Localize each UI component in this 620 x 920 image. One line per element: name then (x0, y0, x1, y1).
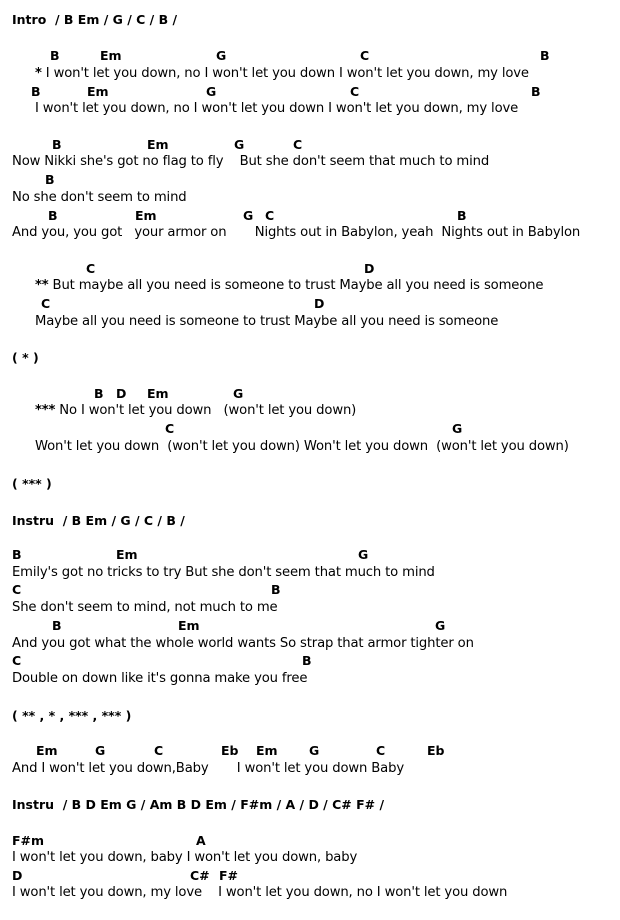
chord-label: G (233, 386, 244, 401)
chord-row (0, 208, 620, 224)
lyric-line: And I won't let you down,Baby I won't let you down Baby (12, 761, 404, 776)
lyric-text: No I won't let you down (won't let you down) (55, 403, 357, 418)
chord-label: G (435, 618, 446, 633)
chord-label: Em (147, 386, 169, 401)
lyric-line (35, 403, 356, 419)
lyric-line: Won't let you down (won't let you down) Won't let you down (won't let you down) (35, 439, 569, 454)
chord-row (0, 84, 620, 100)
chord-label: G (206, 84, 217, 99)
chord-label: C (376, 743, 386, 758)
lyric-line: I won't let you down, no I won't let you down I won't let you down, my love (35, 101, 519, 116)
chord-row (0, 833, 620, 849)
lyric-line: Double on down like it's gonna make you free (12, 671, 308, 686)
chord-label: Em (87, 84, 109, 99)
chord-label: C (86, 261, 96, 276)
chord-row (0, 743, 620, 759)
section-marker: ** (35, 278, 49, 293)
chord-label: C (265, 208, 275, 223)
chord-row (0, 296, 620, 312)
lyric-line: No she don't seem to mind (12, 190, 187, 205)
chord-label: B (45, 172, 55, 187)
lyric-line: And you got what the whole world wants So strap that armor tighter on (12, 636, 474, 651)
chord-label: G (243, 208, 254, 223)
chord-label: Em (256, 743, 278, 758)
chord-label: Eb (221, 743, 239, 758)
chord-label: C (293, 137, 303, 152)
chord-label: F# (219, 868, 239, 883)
chord-row (0, 421, 620, 437)
chord-label: C (12, 653, 22, 668)
chord-label: C (12, 582, 22, 597)
chord-label: G (452, 421, 463, 436)
chord-label: D (364, 261, 375, 276)
chord-label: B (52, 137, 62, 152)
section-marker: * (35, 66, 42, 81)
repeat-marker: ( * ) (12, 350, 39, 365)
lyric-line: I won't let you down, my love I won't let you down, no I won't let you down (12, 885, 508, 900)
chord-row (0, 386, 620, 402)
chord-label: B (94, 386, 104, 401)
lyric-text: But maybe all you need is someone to trust Maybe all you need is someone (48, 278, 544, 293)
repeat-marker: ( ** , * , *** , *** ) (12, 708, 132, 723)
chord-label: B (457, 208, 467, 223)
chord-label: B (540, 48, 550, 63)
chord-label: C (350, 84, 360, 99)
chord-label: G (95, 743, 106, 758)
chord-label: Em (100, 48, 122, 63)
chord-label: A (196, 833, 206, 848)
chord-label: G (216, 48, 227, 63)
lyric-text: I won't let you down, no I won't let you down I won't let you down, my love (41, 66, 529, 81)
chord-label: B (531, 84, 541, 99)
chord-label: B (302, 653, 312, 668)
chord-label: B (50, 48, 60, 63)
chord-row (0, 261, 620, 277)
chord-label: Em (147, 137, 169, 152)
section-marker: *** (35, 403, 56, 418)
chord-label: G (309, 743, 320, 758)
chord-label: C (154, 743, 164, 758)
chord-label: D (314, 296, 325, 311)
instrumental-heading: Instru / B Em / G / C / B / (12, 513, 185, 528)
chord-label: Em (36, 743, 58, 758)
chord-label: G (234, 137, 245, 152)
chord-label: C (165, 421, 175, 436)
chord-label: B (271, 582, 281, 597)
repeat-marker: ( *** ) (12, 476, 52, 491)
chord-row (0, 48, 620, 64)
chord-row (0, 547, 620, 563)
chord-label: B (31, 84, 41, 99)
lyric-line: Maybe all you need is someone to trust Maybe all you need is someone (35, 314, 499, 329)
chord-label: D (116, 386, 127, 401)
chord-label: D (12, 868, 23, 883)
chord-label: Em (135, 208, 157, 223)
chord-row (0, 653, 620, 669)
chord-row (0, 868, 620, 884)
lyric-line (35, 278, 543, 294)
chord-row (0, 172, 620, 188)
lyric-line: I won't let you down, baby I won't let you down, baby (12, 850, 358, 865)
chord-row (0, 618, 620, 634)
lyric-line: She don't seem to mind, not much to me (12, 600, 278, 615)
chord-row (0, 582, 620, 598)
chord-label: B (48, 208, 58, 223)
chord-label: C (360, 48, 370, 63)
chord-label: C (41, 296, 51, 311)
chord-row (0, 137, 620, 153)
chord-label: Em (178, 618, 200, 633)
chord-label: B (12, 547, 22, 562)
instrumental-heading: Instru / B D Em G / Am B D Em / F#m / A / D / C# F# / (12, 797, 385, 812)
lyric-line: And you, you got your armor on Nights out in Babylon, yeah Nights out in Babylon (12, 225, 581, 240)
chord-label: Em (116, 547, 138, 562)
chord-label: C# (190, 868, 210, 883)
lyric-line (35, 66, 529, 82)
intro-heading: Intro / B Em / G / C / B / (12, 12, 178, 27)
lyric-line: Now Nikki she's got no flag to fly But she don't seem that much to mind (12, 154, 490, 169)
lyric-line: Emily's got no tricks to try But she don't seem that much to mind (12, 565, 435, 580)
chord-label: B (52, 618, 62, 633)
chord-label: F#m (12, 833, 45, 848)
chord-label: G (358, 547, 369, 562)
chord-label: Eb (427, 743, 445, 758)
